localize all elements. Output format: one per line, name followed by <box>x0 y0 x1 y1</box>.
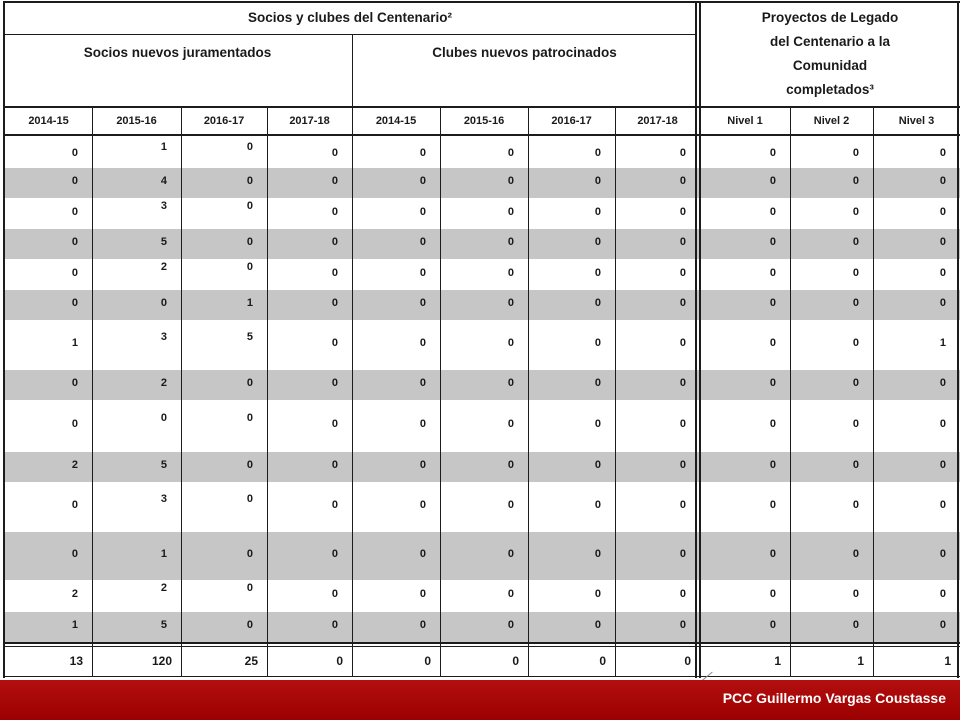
table-cell: 0 <box>507 588 514 600</box>
table-cell: 0 <box>679 499 686 511</box>
table-cell: 0 <box>679 548 686 560</box>
table-cell: 0 <box>331 377 338 389</box>
table-cell: 0 <box>419 548 426 560</box>
table-cell: 0 <box>594 619 601 631</box>
legacy-title-line: del Centenario a la <box>769 34 891 49</box>
table-cell: 0 <box>594 459 601 471</box>
table-cell: 0 <box>939 377 946 389</box>
table-cell: 0 <box>679 147 686 159</box>
table-cell: 0 <box>852 418 859 430</box>
table-cell: 0 <box>507 206 514 218</box>
table-cell: 0 <box>852 337 859 349</box>
table-cell: 0 <box>852 377 859 389</box>
table-cell: 0 <box>769 206 776 218</box>
column-header: Nivel 1 <box>727 115 763 127</box>
column-header: Nivel 2 <box>813 115 850 127</box>
table-cell: 0 <box>852 619 859 631</box>
table-cell: 0 <box>71 418 78 430</box>
table-cell: 0 <box>679 267 686 279</box>
totals-bottom-line <box>5 676 960 677</box>
table-cell: 0 <box>419 499 426 511</box>
table-cell: 0 <box>246 548 253 560</box>
table-cell: 0 <box>246 412 253 424</box>
table-cell: 5 <box>160 236 167 248</box>
table-cell: 0 <box>679 175 686 187</box>
table-cell: 0 <box>679 206 686 218</box>
table-cell: 0 <box>679 459 686 471</box>
table-cell: 0 <box>594 377 601 389</box>
total-cell: 0 <box>599 654 606 668</box>
table-cell: 0 <box>331 206 338 218</box>
total-cell: 13 <box>69 654 83 668</box>
table-cell: 0 <box>769 147 776 159</box>
table-cell: 0 <box>71 175 78 187</box>
table-cell: 0 <box>419 418 426 430</box>
table-cell: 0 <box>419 588 426 600</box>
table-cell: 0 <box>852 147 859 159</box>
column-header: 2015-16 <box>116 115 157 127</box>
total-cell: 0 <box>336 654 343 668</box>
column-header: 2015-16 <box>463 115 505 127</box>
table-cell: 1 <box>160 548 167 560</box>
group-divider <box>5 34 695 35</box>
table-cell: 0 <box>852 499 859 511</box>
table-cell: 0 <box>594 147 601 159</box>
column-header: 2017-18 <box>637 115 678 127</box>
table-cell: 0 <box>769 499 776 511</box>
table-cell: 0 <box>769 377 776 389</box>
table-cell: 0 <box>419 337 426 349</box>
column-header: Nivel 3 <box>898 115 935 127</box>
table-cell: 0 <box>594 499 601 511</box>
table-cell: 1 <box>160 141 167 153</box>
table-cell: 0 <box>331 236 338 248</box>
table-cell: 0 <box>769 267 776 279</box>
total-cell: 120 <box>151 654 172 668</box>
header-top-line <box>5 106 960 108</box>
table-cell: 0 <box>419 619 426 631</box>
table-cell: 0 <box>246 141 253 153</box>
table-cell: 0 <box>419 236 426 248</box>
table-cell: 0 <box>852 459 859 471</box>
centennial-group-title: Socios y clubes del Centenario² <box>247 10 453 25</box>
table-cell: 0 <box>939 619 946 631</box>
table-cell: 0 <box>331 588 338 600</box>
table-cell: 1 <box>939 337 946 349</box>
column-header: 2014-15 <box>375 115 417 127</box>
table-cell: 3 <box>160 493 167 505</box>
table-cell: 2 <box>71 588 78 600</box>
table-cell: 0 <box>71 147 78 159</box>
table-cell: 0 <box>769 337 776 349</box>
table-cell: 0 <box>331 418 338 430</box>
table-cell: 0 <box>331 548 338 560</box>
table-cell: 0 <box>852 588 859 600</box>
table-cell: 0 <box>331 619 338 631</box>
column-header: 2016-17 <box>551 115 592 127</box>
table-cell: 2 <box>160 582 167 594</box>
table-cell: 0 <box>594 548 601 560</box>
totals-top-line <box>5 646 960 647</box>
table-cell: 0 <box>769 619 776 631</box>
table-cell: 0 <box>507 459 514 471</box>
table-cell: 0 <box>939 459 946 471</box>
table-cell: 0 <box>246 582 253 594</box>
table-cell: 0 <box>939 548 946 560</box>
table-cell: 0 <box>939 297 946 309</box>
table-cell: 0 <box>71 297 78 309</box>
column-header: 2014-15 <box>28 115 69 127</box>
table-cell: 0 <box>419 459 426 471</box>
table-cell: 0 <box>939 175 946 187</box>
table-cell: 5 <box>160 619 167 631</box>
table-cell: 0 <box>507 377 514 389</box>
table-cell: 0 <box>507 548 514 560</box>
legacy-title-line: Proyectos de Legado <box>761 10 899 25</box>
table-cell: 0 <box>769 548 776 560</box>
table-cell: 0 <box>246 459 253 471</box>
table-cell: 0 <box>679 418 686 430</box>
group-divider <box>352 34 353 108</box>
header-bottom-line <box>5 134 960 136</box>
totals-top-line <box>5 642 960 644</box>
table-cell: 0 <box>679 236 686 248</box>
table-cell: 0 <box>507 418 514 430</box>
table-cell: 0 <box>769 297 776 309</box>
column-header: 2017-18 <box>289 115 330 127</box>
table-cell: 0 <box>679 619 686 631</box>
table-cell: 0 <box>246 236 253 248</box>
footer-bar <box>0 680 960 720</box>
table-cell: 0 <box>419 175 426 187</box>
total-cell: 1 <box>857 654 864 668</box>
table-cell: 4 <box>160 175 167 187</box>
table-cell: 5 <box>246 331 253 343</box>
table-cell: 0 <box>331 499 338 511</box>
table-cell: 0 <box>594 337 601 349</box>
table-cell: 0 <box>852 236 859 248</box>
table-cell: 0 <box>507 499 514 511</box>
table-cell: 3 <box>160 331 167 343</box>
table-cell: 0 <box>507 147 514 159</box>
table-cell: 0 <box>939 147 946 159</box>
table-cell: 0 <box>679 377 686 389</box>
table-top-border <box>3 1 960 3</box>
table-cell: 0 <box>71 499 78 511</box>
table-cell: 1 <box>71 619 78 631</box>
table-cell: 3 <box>160 200 167 212</box>
table-cell: 0 <box>331 459 338 471</box>
table-cell: 0 <box>331 297 338 309</box>
table-cell: 0 <box>594 267 601 279</box>
total-cell: 1 <box>774 654 781 668</box>
table-cell: 0 <box>769 236 776 248</box>
table-cell: 0 <box>160 412 167 424</box>
table-cell: 0 <box>507 175 514 187</box>
table-cell: 0 <box>939 267 946 279</box>
table-cell: 0 <box>246 493 253 505</box>
table-cell: 0 <box>71 206 78 218</box>
table-cell: 0 <box>507 236 514 248</box>
table-cell: 0 <box>71 236 78 248</box>
table-cell: 0 <box>507 337 514 349</box>
table-cell: 2 <box>160 377 167 389</box>
table-cell: 0 <box>246 200 253 212</box>
table-cell: 0 <box>939 499 946 511</box>
table-cell: 0 <box>71 377 78 389</box>
table-cell: 0 <box>594 418 601 430</box>
column-header: 2016-17 <box>203 115 245 127</box>
members-group-title: Socios nuevos juramentados <box>83 45 272 60</box>
table-cell: 0 <box>331 147 338 159</box>
table-cell: 0 <box>594 236 601 248</box>
table-cell: 0 <box>594 588 601 600</box>
table-cell: 0 <box>160 297 167 309</box>
table-cell: 0 <box>331 337 338 349</box>
table-cell: 0 <box>769 588 776 600</box>
table-cell: 0 <box>939 588 946 600</box>
table-cell: 0 <box>679 297 686 309</box>
total-cell: 0 <box>512 654 519 668</box>
table-cell: 0 <box>419 377 426 389</box>
table-cell: 2 <box>71 459 78 471</box>
table-cell: 0 <box>419 206 426 218</box>
table-cell: 0 <box>679 588 686 600</box>
table-cell: 0 <box>594 297 601 309</box>
table-cell: 0 <box>331 267 338 279</box>
total-cell: 1 <box>944 654 951 668</box>
table-cell: 0 <box>852 175 859 187</box>
table-cell: 2 <box>160 261 167 273</box>
table-cell: 5 <box>160 459 167 471</box>
clubs-group-title: Clubes nuevos patrocinados <box>432 45 617 60</box>
table-cell: 0 <box>769 175 776 187</box>
table-cell: 0 <box>507 267 514 279</box>
table-cell: 0 <box>507 297 514 309</box>
total-cell: 25 <box>244 654 258 668</box>
total-cell: 0 <box>684 654 691 668</box>
table-cell: 0 <box>594 206 601 218</box>
table-cell: 1 <box>71 337 78 349</box>
table-cell: 0 <box>419 267 426 279</box>
table-cell: 0 <box>852 548 859 560</box>
table-cell: 0 <box>246 175 253 187</box>
table-cell: 0 <box>939 206 946 218</box>
table-cell: 0 <box>507 619 514 631</box>
table-cell: 0 <box>419 147 426 159</box>
legacy-title-line: completados³ <box>786 82 874 97</box>
table-cell: 0 <box>852 206 859 218</box>
table-cell: 0 <box>852 297 859 309</box>
table-cell: 0 <box>594 175 601 187</box>
table-cell: 1 <box>246 297 253 309</box>
table-cell: 0 <box>246 619 253 631</box>
table-cell: 0 <box>679 337 686 349</box>
total-cell: 0 <box>424 654 431 668</box>
table-cell: 0 <box>769 418 776 430</box>
table-cell: 0 <box>939 236 946 248</box>
table-cell: 0 <box>769 459 776 471</box>
table-cell: 0 <box>246 261 253 273</box>
table-cell: 0 <box>71 267 78 279</box>
legacy-title-line: Comunidad <box>792 58 868 73</box>
table-cell: 0 <box>852 267 859 279</box>
table-cell: 0 <box>246 377 253 389</box>
table-cell: 0 <box>939 418 946 430</box>
table-cell: 0 <box>419 297 426 309</box>
presenter-credit: PCC Guillermo Vargas Coustasse <box>722 690 946 706</box>
table-cell: 0 <box>331 175 338 187</box>
table-right-border <box>957 1 959 678</box>
table-cell: 0 <box>71 548 78 560</box>
legacy-projects-title <box>700 6 960 102</box>
